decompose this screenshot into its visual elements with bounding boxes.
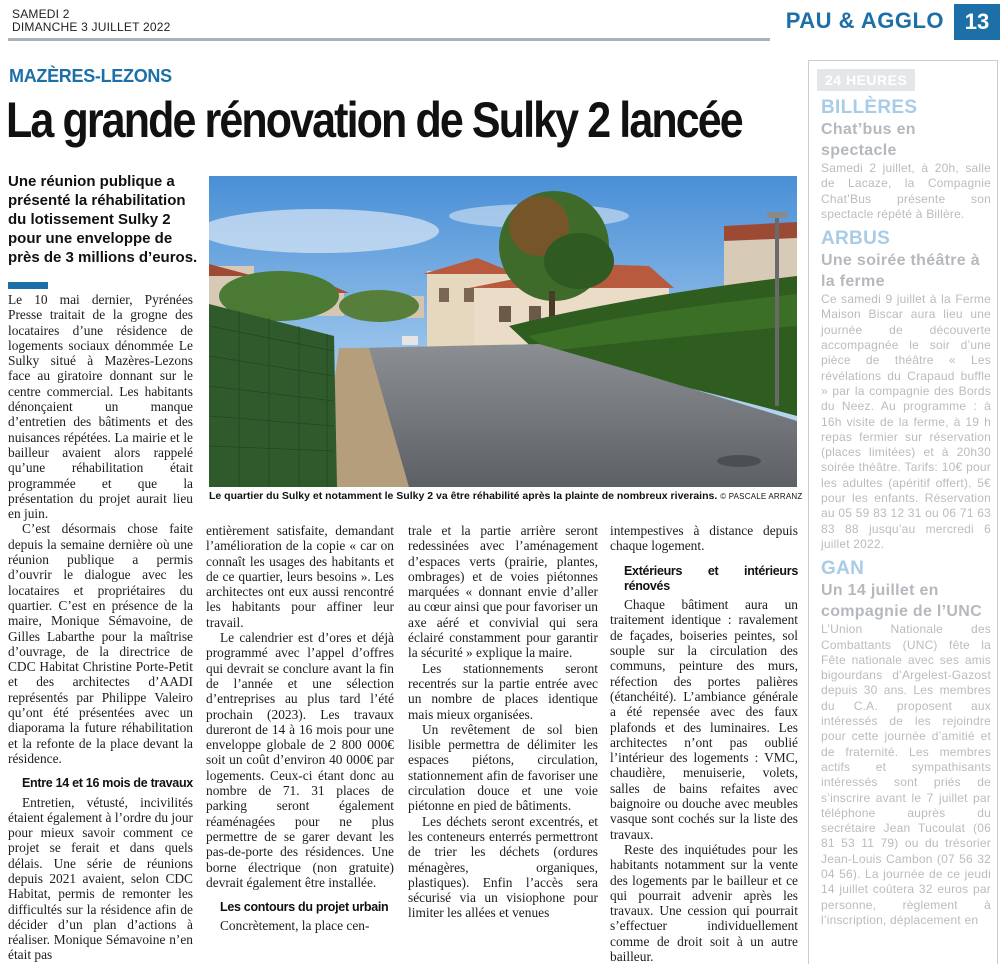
article-column-4 — [610, 523, 798, 964]
paragraph: Les stationnements seront recentrés sur la partie entrée avec un nombre de places identique mais mieux organisées. — [408, 660, 598, 722]
brief-text: Ce samedi 9 juillet à la Ferme Maison Biscar aura lieu une journée de découverte accompagnée le soir d’une pièce de théâtre « Les révélations du Crapaud buffle » par la compagnie des Bords du Neez. Au programme : à 16h visite de la ferme, à 19 h repas fermier sur réservation (places limitées) et à 20h30 soirée théâtre. Tarifs: 10€ pour les adultes (apéritif offert), 5€ pour les enfants. Réservation au 05 59 83 12 31 ou 06 71 63 83 88 jusqu’au mercredi 6 juillet 2022. — [821, 292, 991, 551]
paragraph: Chaque bâtiment aura un traitement identique : ravalement de façades, boiseries peintes, sol souple sur la circulation des communs, peinture des murs, réfection des portes palières (étanchéité). L’ambiance générale a été repensée avec des faux plafonds et des luminaires. Les architectes n’ont pas oublié l’intérieur des logements : VMC, chaudière, menuiserie, volets, salles de bains refaites avec baignoire ou douche avec meubles vasque sont cochés sur la liste des travaux. — [610, 597, 798, 842]
paragraph: entièrement satisfaite, demandant l’amélioration de la copie « car on connaît les usages des habitants et de ce quartier, leurs besoins ». Les architectes ont eux aussi rencontré les habitants pour affiner leur travail. — [206, 523, 394, 630]
paragraph: Le 10 mai dernier, Pyrénées Presse traitait de la grogne des locataires d’une résidence de logements sociaux dénommée Le Sulky situé à Mazères-Lezons face au giratoire donnant sur le centre commercial. Les habitants dénonçaient un manque d’entretien des bâtiments et des nuisances répétées. La mairie et le bailleur avaient alors rappelé qu’une réhabilitation était programmée et que la présentation du projet aurait lieu en juin. — [8, 292, 193, 522]
article-column-1 — [8, 292, 193, 963]
brief-title: Une soirée théâtre à la ferme — [821, 252, 980, 291]
sidebar-24-heures — [808, 60, 998, 964]
sidebar-tab: 24 HEURES — [817, 69, 915, 91]
header-rule — [8, 38, 770, 41]
paragraph: Entretien, vétusté, incivilités étaient également à l’ordre du jour pour mieux savoir comment ce projet se ferait et dans quels délais. Une série de réunions depuis 2021 avaient, selon CDC Habitat, permis de remonter les difficultés sur la résidence afin de décider d’un plan d’actions à réaliser. Monique Sémavoine n’en était pas — [8, 794, 193, 963]
date-line-1: SAMEDI 2 — [12, 7, 70, 21]
edition-date — [12, 8, 170, 34]
brief-text: L’Union Nationale des Combattants (UNC) fête la Fête nationale avec ses amis bigourdans d’Argelest-Gazost depuis 30 ans. Les membres du C.A. proposent aux intéressés de les rejoindre pour cette journée d’amitié et de fraternité. Les membres actifs et sympathisants intéressés sont priés de s’inscrire avant le 7 juillet par téléphone auprès du secrétaire Jean Tucoulat (06 81 53 11 79) ou du trésorier Jean-Louis Cambon (07 56 32 04 56). La journée de ce jeudi 14 juillet coûtera 32 euros par personne, règlement à l’inscription, déplacement en — [821, 622, 991, 927]
paragraph: Reste des inquiétudes pour les habitants notamment sur la vente des logements par le bailleur et ce qui pourrait advenir après les travaux. Une cession qui pourrait s’effectuer individuellement comme de droit soit à un autre bailleur. — [610, 841, 798, 964]
article-column-3 — [408, 523, 598, 921]
section-title: PAU & AGGLO — [785, 8, 944, 33]
subheading: Les contours du projet urbain — [220, 900, 389, 915]
brief-city: BILLÈRES — [821, 97, 918, 118]
paragraph: intempestives à distance depuis chaque logement. — [610, 523, 798, 554]
brief-text: Samedi 2 juillet, à 20h, salle de Lacaze, la Compagnie Chat’Bus présente son spectacle répété à Billère. — [821, 161, 991, 221]
paragraph: C’est désormais chose faite depuis la semaine dernière où une réunion publique a permis d’ouvrir le dialogue avec les locataires et propriétaires du quartier. C’est en présence de la maire, Monique Sémavoine, de Gilles Labarthe pour la maîtrise d’ouvrage, de la directrice de CDC Habitat Christine Porte-Petit et des architectes d’AADI représentés par Philippe Valeiro qu’ont été présentées avec un diaporama la future réhabilitation et la refonte de la place devant la résidence. — [8, 521, 193, 766]
subheading: Entre 14 et 16 mois de travaux — [22, 776, 193, 791]
street-scene-illustration — [209, 176, 797, 487]
article-photo — [209, 176, 797, 487]
paragraph: Un revêtement de sol bien lisible permettra de délimiter les espaces piétons, circulation, stationnement afin de favoriser une circulation douce et une voie piétonne en pied de bâtiments. — [408, 721, 598, 814]
page-number: 13 — [954, 4, 1000, 40]
intro-divider — [8, 282, 48, 289]
paragraph: Les déchets seront excentrés, et les conteneurs enterrés permettront de trier les déchets (ordures ménagères, organiques, plastiques). Enfin l’accès sera sécurisé via un visiophone pour limiter les allées et venues — [408, 813, 598, 921]
brief-title: Un 14 juillet en compagnie de l’UNC — [821, 582, 982, 621]
article-kicker: MAZÈRES-LEZONS — [9, 66, 172, 86]
article-column-2 — [206, 523, 394, 934]
article-headline: La grande rénovation de Sulky 2 lancée — [6, 92, 742, 148]
brief-title: Chat’bus en spectacle — [821, 121, 916, 159]
photo-credit: © PASCALE ARRANZ — [720, 492, 803, 501]
photo-caption — [209, 489, 809, 504]
article-intro: Une réunion publique a présenté la réhabilitation du lotissement Sulky 2 pour une enveloppe de près de 3 millions d’euros. — [8, 173, 198, 266]
caption-text: Le quartier du Sulky et notamment le Sulky 2 va être réhabilité après la plainte de nombreux riverains. — [209, 490, 718, 502]
paragraph: Concrètement, la place cen- — [220, 918, 370, 934]
brief-city: GAN — [821, 558, 865, 580]
subheading: Extérieurs et intérieurs rénovés — [624, 563, 798, 593]
brief-city: ARBUS — [821, 228, 891, 250]
paragraph: Le calendrier est d’ores et déjà programmé avec l’appel d’offres qui devrait se conclure avant la fin de l’année et une sélection d’entreprises au plus tard l’été prochain (2023). Les travaux dureront de 14 à 16 mois pour une enveloppe globale de 2 800 000€ soit un coût d’environ 40 000€ par logements. Ceux-ci étant donc au nombre de 71. 31 places de parking seront également réaménagées pour ne plus permettre de se garer devant les pas-de-porte des résidences. Une borne électrique (non gratuite) devrait également être installée. — [206, 630, 394, 890]
date-line-2: DIMANCHE 3 JUILLET 2022 — [12, 20, 171, 34]
paragraph: trale et la partie arrière seront redessinées avec l’aménagement d’espaces verts (prairie, plantes, ombrages) et de voies piétonnes marquées « donnant envie d’aller au cœur ainsi que pour favoriser un axe aéré et convivial qui sera éclairé constamment pour garantir la sécurité » explique la maire. — [408, 523, 598, 661]
